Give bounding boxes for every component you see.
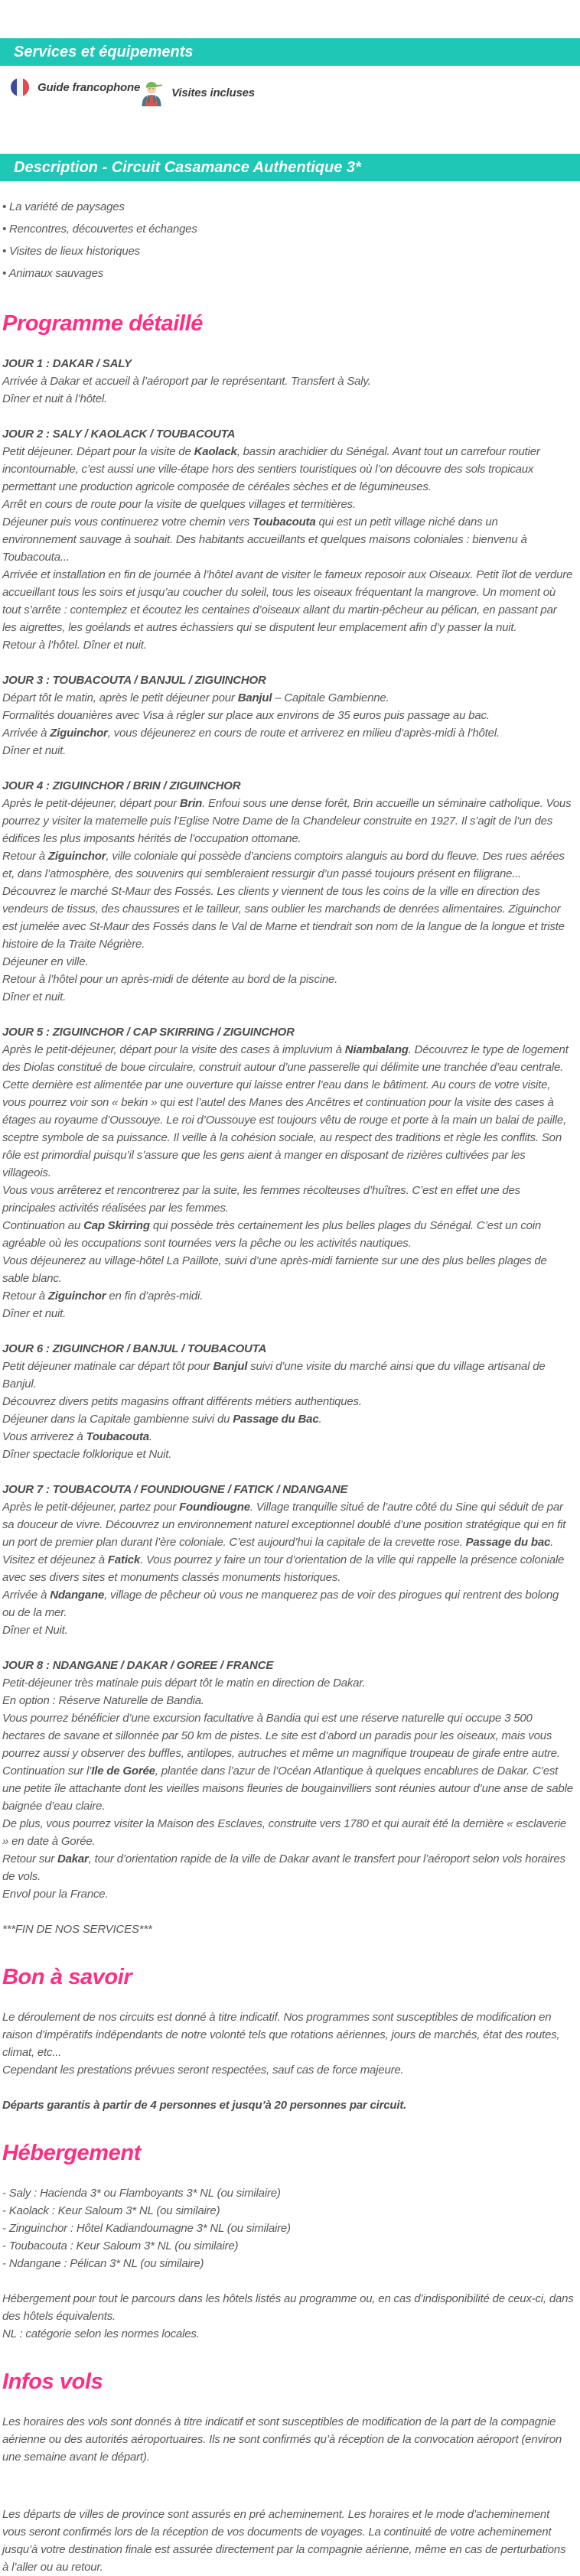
day-block	[2, 1023, 574, 1322]
day-paragraph: Retour à Ziguinchor en fin d’après-midi.	[2, 1290, 204, 1303]
day-paragraphs	[2, 1358, 574, 1463]
day-paragraph: Continuation au Cap Skirring qui possède très certainement les plus belles plages du Sénégal. C’est un coin agréable où les occupations sont tournées vers la pêche ou les activités nautiques.	[2, 1219, 542, 1250]
day-paragraph: Formalités douanières avec Visa à régler sur place aux environs de 35 euros puis passage au bac.	[2, 709, 490, 722]
day-paragraph: Petit-déjeuner très matinale puis départ tôt le matin en direction de Dakar.	[2, 1677, 366, 1690]
page-content	[0, 311, 580, 2576]
day-paragraphs	[2, 1041, 574, 1322]
day-paragraphs	[2, 795, 574, 1006]
day-paragraph: Envol pour la France.	[2, 1888, 109, 1901]
day-paragraph: Petit déjeuner matinale car départ tôt pour Banjul suivi d’une visite du marché ainsi que du village artisanal de Banjul.	[2, 1360, 546, 1390]
day-paragraph: En option : Réserve Naturelle de Bandia.	[2, 1694, 204, 1707]
service-item	[140, 78, 255, 107]
day-paragraph: Dîner spectacle folklorique et Nuit.	[2, 1448, 172, 1461]
day-block	[2, 1481, 574, 1639]
day-paragraph: Arrêt en cours de route pour la visite de quelques villages et termitières.	[2, 498, 356, 511]
day-paragraph: Découvrez divers petits magasins offrant différents métiers authentiques.	[2, 1395, 362, 1408]
day-paragraph: Déjeuner puis vous continuerez votre chemin vers Toubacouta qui est un petit village niché dans un environnement sauvage à souhait. Des habitants accueillants et quelques maisons coloniales : bienvenu à Toubacouta...	[2, 516, 527, 564]
day-paragraph: Après le petit-déjeuner, partez pour Foundiougne. Village tranquille situé de l’autre côté du Sine qui séduit de par sa douceur de vivre. Découvrez un environnement naturel exceptionnel doublé d’une position stratégique qui en fit un port de premier plan durant l’ère coloniale. C’est aujourd’hui la capitale de la crevette rose. Passage du bac.	[2, 1501, 566, 1549]
tourist-icon	[140, 78, 163, 107]
day-title: JOUR 1 : DAKAR / SALY	[2, 357, 132, 370]
departure-guarantee-note: Départs garantis à partir de 4 personnes et jusqu’à 20 personnes par circuit.	[2, 2099, 407, 2112]
services-banner-title: Services et équipements	[14, 44, 194, 60]
day-paragraph: Dîner et nuit.	[2, 744, 67, 757]
description-banner-title: Description - Circuit Casamance Authentique 3*	[14, 159, 361, 176]
services-section	[0, 38, 580, 113]
day-paragraph: Dîner et nuit.	[2, 1307, 67, 1320]
accommodation-note: NL : catégorie selon les normes locales.	[2, 2327, 200, 2340]
day-paragraphs	[2, 443, 574, 654]
day-paragraph: Vous arriverez à Toubacouta.	[2, 1430, 152, 1443]
day-paragraphs	[2, 1498, 574, 1639]
day-paragraph: Continuation sur l’Ile de Gorée, plantée dans l’azur de l’Océan Atlantique à quelques encablures de Dakar. C’est une petite île attachante dont les vieilles maisons fleuries de bougainvilliers sont réunies autour d’une anse de sable baignée d’eau claire.	[2, 1764, 573, 1813]
day-paragraph: Dîner et nuit.	[2, 990, 67, 1003]
day-paragraph: Retour à Ziguinchor, ville coloniale qui possède d’anciens comptoirs alanguis au bord du fleuve. Des rues aérées et, dans l’atmosphère, des souvenirs qui sembleraient ressurgir d’un passé toujours présent en filigrane... Découvrez le marché St-Maur des Fossés. Les clients y viennent de tous les coins de la ville en direction des vendeurs de tissus, des chaussures et le tailleur, sans oublier les marchands de denrées alimentaires. Ziguinchor est jumelée avec St-Maur des Fossés dans le Val de Marne et tiendrait son nom de la langue de la longue et triste histoire de la Traite Négrière.	[2, 850, 565, 951]
flight-info-paragraph: Les départs de villes de province sont assurés en pré acheminement. Les horaires et le mode d’acheminement vous seront confirmés lors de la réception de vos documents de voyages. La continuité de votre acheminement jusqu’à votre destination finale est assurée directement par la compagnie aérienne, même en cas de perturbations à l’aller ou au retour.	[2, 2508, 566, 2574]
day-title: JOUR 5 : ZIGUINCHOR / CAP SKIRRING / ZIGUINCHOR	[2, 1026, 295, 1039]
day-paragraphs	[2, 1674, 574, 1903]
day-paragraph: Retour à l’hôtel pour un après-midi de détente au bord de la piscine.	[2, 973, 338, 986]
highlight-item: • La variété de paysages	[2, 196, 574, 218]
day-paragraph: Retour sur Dakar, tour d’orientation rapide de la ville de Dakar avant le transfert pour l’aéroport selon vols horaires de vols.	[2, 1852, 565, 1883]
day-block	[2, 355, 574, 408]
accommodation-heading: Hébergement	[2, 2141, 141, 2165]
day-paragraphs	[2, 689, 574, 759]
day-paragraph: Dîner et Nuit.	[2, 1624, 68, 1637]
day-title: JOUR 2 : SALY / KAOLACK / TOUBACOUTA	[2, 428, 236, 441]
day-paragraph: Arrivée à Ziguinchor, vous déjeunerez en cours de route et arriverez en milieu d’après-midi à l’hôtel.	[2, 727, 500, 740]
accommodation-section	[2, 2140, 574, 2343]
day-paragraph: De plus, vous pourrez visiter la Maison des Esclaves, construite vers 1780 et qui aurait été la dernière « esclaverie » en date à Gorée.	[2, 1817, 566, 1848]
description-banner	[0, 154, 580, 181]
hotel-item: - Saly : Hacienda 3* ou Flamboyants 3* NL (ou similaire)	[2, 2187, 281, 2200]
france-flag-icon	[11, 78, 29, 96]
description-highlights	[0, 196, 580, 285]
highlight-item: • Visites de lieux historiques	[2, 240, 574, 262]
hotel-item: - Toubacouta : Keur Saloum 3* NL (ou similaire)	[2, 2239, 239, 2252]
day-paragraph: Arrivée à Dakar et accueil à l’aéroport par le représentant. Transfert à Saly.	[2, 375, 371, 388]
hotel-item: - Ndangane : Pélican 3* NL (ou similaire)	[2, 2257, 204, 2270]
day-paragraph: Vous vous arrêterez et rencontrerez par la suite, les femmes récolteuses d’huîtres. C’est en effet une des principales activités réalisées par les femmes.	[2, 1184, 520, 1215]
flight-info-paragraph: Les horaires des vols sont donnés à titre indicatif et sont susceptibles de modification de la part de la compagnie aérienne ou des autorités aéroportuaires. Ils ne sont confirmés qu’à réception de la convocation aéroport (environ une semaine avant le départ).	[2, 2415, 562, 2464]
highlight-item: • Animaux sauvages	[2, 262, 574, 285]
day-paragraph: Dîner et nuit à l’hôtel.	[2, 392, 107, 405]
day-paragraph: Arrivée et installation en fin de journée à l’hôtel avant de visiter le fameux reposoir aux Oiseaux. Petit îlot de verdure accueillant tous les soirs et jusqu’au coucher du soleil, tous les oiseaux fréquentant la mangrove. Un moment où tout s’arrête : contemplez et écoutez les centaines d’oiseaux allant du martin-pêcheur au pélican, en passant par les aigrettes, les goélands et autres échassiers qui se disputent leur emplacement afin d’y passer la nuit.	[2, 568, 573, 634]
good-to-know-paragraph: Cependant les prestations prévues seront respectées, sauf cas de force majeure.	[2, 2064, 404, 2077]
day-paragraph: Après le petit-déjeuner, départ pour Brin. Enfoui sous une dense forêt, Brin accueille un séminaire catholique. Vous pourrez y visiter la maternelle puis l’Eglise Notre Dame de la Chandeleur construite en 1927. Il s’agit de l’un des édifices les plus imposants hérités de l’occupation ottomane.	[2, 797, 572, 845]
hotels-list	[2, 2184, 574, 2272]
accommodation-notes	[2, 2290, 574, 2343]
flight-info-heading: Infos vols	[2, 2369, 103, 2394]
service-item	[11, 78, 140, 96]
services-banner	[0, 38, 580, 66]
description-section	[0, 154, 580, 285]
good-to-know-heading: Bon à savoir	[2, 1965, 132, 1989]
day-title: JOUR 8 : NDANGANE / DAKAR / GOREE / FRANCE	[2, 1659, 274, 1672]
day-block	[2, 1340, 574, 1463]
day-block	[2, 777, 574, 1006]
service-label: Guide francophone	[37, 80, 141, 94]
day-block	[2, 672, 574, 759]
end-of-services-note: ***FIN DE NOS SERVICES***	[2, 1923, 152, 1936]
good-to-know-paragraphs	[2, 2008, 574, 2079]
day-paragraph: Petit déjeuner. Départ pour la visite de Kaolack, bassin arachidier du Sénégal. Avant tout un carrefour routier incontournable, c’est aussi une ville-étape hors des sentiers touristiques où l’on découvre des sols tropicaux permettant une production agricole composée de céréales sèches et de légumineuses.	[2, 445, 540, 493]
france-flag-icon	[11, 78, 29, 96]
flight-info-section	[2, 2369, 574, 2576]
day-paragraph: Après le petit-déjeuner, départ pour la visite des cases à impluvium à Niambalang. Découvrez le type de logement des Diolas constitué de boue circulaire, construit autour d’une passerelle qui délimite une tranchée d’eau centrale. Cette dernière est alimentée par une ouverture qui laisse entrer l’eau dans le bâtiment. Au cours de votre visite, vous pourrez voir son « bekin » qui est l’autel des Manes des Ancêtres et continuation pour la visite des cases à étages au royaume d’Oussouye. Le roi d’Oussouye est toujours vêtu de rouge et porte à la main un balai de paille, sceptre symbole de sa puissance. Il veille à la cohésion sociale, au respect des traditions et règle les conflits. Son rôle est primordial puisqu’il s’assure que les gens aient à manger en disposant de rizières cultivées par les villageois.	[2, 1043, 569, 1179]
day-block	[2, 425, 574, 654]
day-title: JOUR 7 : TOUBACOUTA / FOUNDIOUGNE / FATICK / NDANGANE	[2, 1483, 348, 1496]
day-title: JOUR 3 : TOUBACOUTA / BANJUL / ZIGUINCHOR	[2, 674, 266, 687]
days-list	[2, 355, 574, 1903]
accommodation-note: Hébergement pour tout le parcours dans les hôtels listés au programme ou, en cas d’indisponibilité de ceux-ci, dans des hôtels équivalents.	[2, 2292, 574, 2323]
program-heading: Programme détaillé	[2, 311, 203, 336]
service-label: Visites incluses	[171, 86, 255, 99]
day-paragraph: Arrivée à Ndangane, village de pêcheur où vous ne manquerez pas de voir des pirogues qui rentrent des bolong ou de la mer.	[2, 1589, 559, 1619]
day-paragraphs	[2, 372, 574, 408]
day-paragraph: Visitez et déjeunez à Fatick. Vous pourrez y faire un tour d’orientation de la ville qui rappelle la présence coloniale avec ses divers sites et monuments classés monuments historiques.	[2, 1553, 565, 1584]
day-paragraph: Vous déjeunerez au village-hôtel La Paillote, suivi d’une après-midi farniente sur une des plus belles plages de sable blanc.	[2, 1254, 547, 1285]
day-paragraph: Départ tôt le matin, après le petit déjeuner pour Banjul – Capitale Gambienne.	[2, 691, 389, 704]
day-paragraph: Déjeuner dans la Capitale gambienne suivi du Passage du Bac.	[2, 1413, 322, 1426]
highlight-item: • Rencontres, découvertes et échanges	[2, 218, 574, 240]
services-list	[0, 66, 580, 113]
day-paragraph: Retour à l’hôtel. Dîner et nuit.	[2, 639, 147, 652]
hotel-item: - Zinguinchor : Hôtel Kadiandoumagne 3* NL (ou similaire)	[2, 2222, 291, 2235]
day-block	[2, 1657, 574, 1903]
hotel-item: - Kaolack : Keur Saloum 3* NL (ou similaire)	[2, 2204, 220, 2217]
program-section	[2, 311, 574, 1938]
day-paragraph: Déjeuner en ville.	[2, 955, 89, 968]
day-paragraph: Vous pourrez bénéficier d’une excursion facultative à Bandia qui est une réserve naturelle qui occupe 3 500 hectares de savane et sillonnée par 50 km de pistes. Le site est d’abord un paradis pour les oiseaux, mais vous pourrez aussi y observer des buffles, antilopes, autruches et même un magnifique troupeau de girafe entre autre.	[2, 1712, 560, 1760]
tourist-icon	[140, 78, 163, 107]
flight-info-paragraphs	[2, 2413, 574, 2576]
good-to-know-section	[2, 1964, 574, 2114]
day-title: JOUR 4 : ZIGUINCHOR / BRIN / ZIGUINCHOR	[2, 779, 241, 792]
day-title: JOUR 6 : ZIGUINCHOR / BANJUL / TOUBACOUTA	[2, 1342, 267, 1355]
good-to-know-paragraph: Le déroulement de nos circuits est donné à titre indicatif. Nos programmes sont susceptibles de modification en raison d’impératifs indépendants de notre volonté tels que rotations aériennes, jours de marchés, état des routes, climat, etc...	[2, 2011, 560, 2059]
